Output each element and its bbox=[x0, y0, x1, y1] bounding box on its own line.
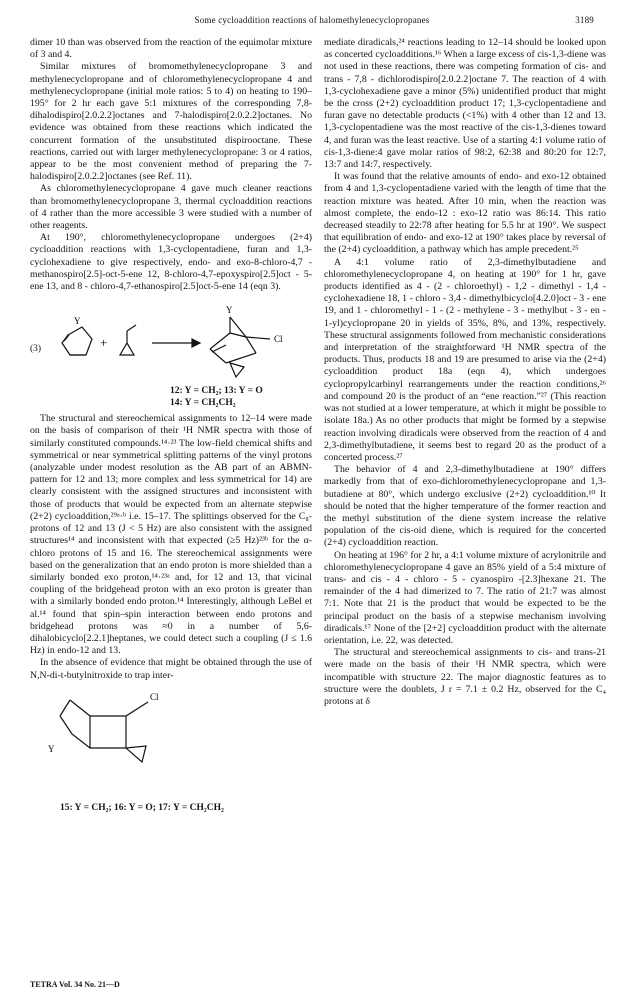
paragraph: As chloromethylenecyclopropane 4 gave much cleaner reactions than bromomethylenecyclopropane 3, thermal cycloaddition reactions of 4 rather than the more accessible 3 were studied with a number of other reagents. bbox=[30, 183, 312, 232]
paragraph: dimer 10 than was observed from the reaction of the equimolar mixture of 3 and 4. bbox=[30, 37, 312, 61]
structures-15-17-figure bbox=[30, 686, 312, 816]
paragraph: The structural and stereochemical assignments to cis- and trans-21 were made on the basis of their ¹H NMR spectra, which were incompatible with structure 22. The major diagnostic features as to structure were the doublets, J r = 7.1 ± 0.2 Hz, observed for the C₄ protons at δ bbox=[324, 647, 606, 707]
paragraph: The behavior of 4 and 2,3-dimethylbutadiene at 190° differs markedly from that of exo-dichloromethylenecyclopropane and 1,3-butadiene at 80°, which undergo exclusive (2+2) cycloaddition.¹⁰ It should be noted that the higher temperature of the former reaction and the methyl substitution of the diene system increase the relative population of the cis-oid diene, which is required for the concerted (2+4) cycloaddition reaction. bbox=[324, 464, 606, 549]
spiro-structure bbox=[60, 700, 148, 762]
page-header bbox=[30, 15, 594, 25]
compound-caption: 12: Y = CH₂; 13: Y = O bbox=[170, 386, 263, 397]
paragraph: On heating at 196° for 2 hr, a 4:1 volume mixture of acrylonitrile and chloromethylenecyclopropane 4 gave an 85% yield of a 5:4 mixture of trans- and cis - 4 - chloro - 5 - cyanospiro -[2.3]hexane 21. The remainder of the 4 had dimerized to 7. The ratio of 21:7 was almost 7:1. Note that 21 is the product that would be expected to be the principal product on the basis of a stepwise mechanism involving diradicals.¹⁷ None of the [2+2] cycloaddition product with the alternate orientation, i.e. 22, was detected. bbox=[324, 549, 606, 646]
right-column bbox=[324, 37, 606, 708]
running-title: Some cycloaddition reactions of halomethylenecyclopropanes bbox=[194, 15, 430, 25]
equation-label: (3) bbox=[30, 344, 42, 355]
equation-3-figure bbox=[30, 297, 312, 409]
reaction-scheme bbox=[30, 297, 312, 387]
paragraph: mediate diradicals,²⁴ reactions leading to 12–14 should be looked upon as concerted cycloadditions.¹⁶ When a large excess of cis-1,3-diene was not used in these reactions, there was competing formation of cis- and trans - 7,8 - dichlorodispiro[2.0.2.2]octane 7. The reaction of 4 with 1,3-cyclohexadiene gave a minor (5%) unidentified product that might be the cross (2+2) cycloaddition product 17; 1,3-cyclopentadiene and furan gave no detectable products (<1%) with 4 other than 12 and 13. 1,3-cyclopentadiene was the most reactive of the cis-1,3-dienes toward 4, and furan was the least reactive. Use of a starting 4:1 volume ratio of cis-1,3-diene:4 gave molar ratios of 98:2, 62:38 and 80:20 for 12:7, 13:7 and 14:7, respectively. bbox=[324, 37, 606, 171]
left-column bbox=[30, 37, 312, 820]
paragraph: A 4:1 volume ratio of 2,3-dimethylbutadiene and chloromethylenecyclopropane 4, on heating at 190° for 1 hr, gave products identified as 4 - (2 - chloroethyl) - 1,2 - dimethyl - 1,4 - cyclohexadiene 18, 1 - chloro - 3,4 - dimethylbicyclo[4.2.0]oct - 3 - ene 19, and 1 - chloromethyl - 1 - (2 - methylene - 3 - methylbut - 3 - en - 1-yl)cyclopropane 20 in yields of 35%, 8%, and 13%, respectively. These structural assignments followed from mechanistic considerations and interpretation of the straightforward ¹H NMR spectra of the products. Thus, products 18 and 19 are presumed to arise via the (2+4) cycloaddition product 18a (eqn 4), which undergoes cyclopropylcarbinyl rearrangements under the reaction conditions,²⁶ and compound 20 is the product of an “ene reaction.”²⁷ (This reaction was not studied at a lower temperature, at which it might be possible to isolate 18a.) As no other products that might be formed by a stepwise reaction involving diradicals were observed from the reaction of 4 and 2,3-dimethylbutadiene, it seems best to regard 20 as the product of a concerted process.²⁷ bbox=[324, 256, 606, 463]
diene-structure bbox=[62, 327, 92, 355]
cl-label: Cl bbox=[274, 334, 283, 345]
reaction-arrow bbox=[152, 339, 200, 347]
compound-caption: 14: Y = CH₂CH₂ bbox=[170, 398, 236, 409]
cl-label: Cl bbox=[150, 691, 159, 702]
paragraph: At 190°, chloromethylenecyclopropane undergoes (2+4) cycloaddition reactions with 1,3-cyclopentadiene, furan and 1,3-cyclohexadiene to give respectively, endo- and exo-8-chloro-4,7 - methanospiro[2.5]-oct-5-ene 12, 8-chloro-4,7-epoxyspiro[2.5]oct - 5-ene 13, and 8 - chloro-4,7-ethanospiro[2.5]oct-5-ene 14 (eqn 3). bbox=[30, 232, 312, 293]
page-footer: TETRA Vol. 34 No. 21—D bbox=[30, 980, 120, 989]
paragraph: The structural and stereochemical assignments to 12–14 were made on the basis of comparison of their ¹H NMR spectra with those of similarly constituted compounds.¹⁴·²³ The low-field chemical shifts and symmetrical or near symmetrical splitting patterns of the vinyl protons (analyzable under modest resolution as the AB part of an ABMN-pattern for 12 and 13; more complex and less symmetrical for 14) are clearly consistent with the assigned structures and inconsistent with those of products that would be expected from an alternate stepwise (2+2) cycloaddition,²⁹ᵃ·ᵇ i.e. 15–17. The splittings observed for the C₈-protons of 12 and 13 (J < 5 Hz) are also consistent with the assigned structures¹⁴ and inconsistent with that expected (≥5 Hz)²³ᵇ for the α-chloro protons of 15 and 16. The stereochemical assignments were based on the generalization that an endo proton is more shielded than a similarly bonded exo proton,¹⁴·²³ᵃ and, for 12 and 13, that vicinal coupling of the bridgehead proton with an exo proton is greater than with a similarly bonded endo proton.¹⁴ Interestingly, although LeBel et al.¹⁴ found that spin–spin interaction between endo protons and bridgehead protons was ≈0 in a number of 5,6-dihalobicyclo[2.2.1]heptanes, we could detect such a coupling (J ≤ 1.6 Hz) in endo-12 and 13. bbox=[30, 413, 312, 657]
y-label: Y bbox=[74, 316, 81, 327]
product-structure bbox=[210, 317, 270, 377]
page-number: 3189 bbox=[575, 15, 594, 25]
chloromethylenecyclopropane-structure bbox=[120, 325, 136, 355]
paragraph: It was found that the relative amounts of endo- and exo-12 obtained from 4 and 1,3-cyclopentadiene varied with the length of time that the reaction mixture was heated. After 10 min, when the reaction was almost complete, the endo-12 : exo-12 ratio was 86:14. This ratio decreased steadily to 22:78 after heating for 5.5 hr at 190°. We suspect that equilibration of endo- and exo-12 at 190° takes place by reversal of the (2+4) cycloaddition, a pathway which has ample precedent.²⁵ bbox=[324, 171, 606, 256]
compound-caption: 15: Y = CH₂; 16: Y = O; 17: Y = CH₂CH₂ bbox=[60, 802, 224, 813]
paragraph: Similar mixtures of bromomethylenecyclopropane 3 and methylenecyclopropane and of chloromethylenecyclopropane 4 and methylenecyclopropane (initial mole ratios: 5 to 4) on heating to 190–195° for 2 hr each gave 5:1 mixtures of the corresponding 7,8-dihalodispiro[2.0.2.2]octanes and 7-halodispiro[2.0.2.2]octanes. No evidence was obtained from these reactions which indicated the concurrent formation of the unsubstituted dispirooctane. These reactions, carried out with larger methylenecyclopropane: 3 or 4 ratios, appear to be the most convenient method of preparing the 7-halodispiro[2.0.2.2]octanes (see Ref. 11). bbox=[30, 61, 312, 183]
y-label: Y bbox=[48, 743, 55, 754]
structure-drawing bbox=[30, 686, 312, 798]
plus-sign: + bbox=[100, 335, 108, 351]
y-label: Y bbox=[226, 305, 233, 316]
paragraph: In the absence of evidence that might be obtained through the use of N,N-di-t-butylnitroxide to trap inter- bbox=[30, 657, 312, 681]
